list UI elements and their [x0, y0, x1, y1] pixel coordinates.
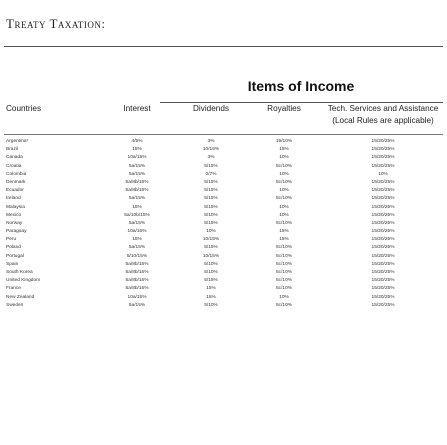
cell-dividends: 5/10%	[204, 302, 218, 308]
cell-tech: 15/20/25%	[371, 139, 395, 144]
cell-dividends: 10/15%	[202, 237, 220, 243]
table-row	[4, 179, 443, 187]
cell-country: Paraguay	[6, 229, 27, 235]
cell-interest: 5a/15%	[128, 171, 146, 177]
cell-dividends: 5/15%	[204, 196, 218, 202]
header-dividends: Dividends	[193, 104, 229, 113]
cell-royalties: 5c/10%	[276, 245, 292, 251]
table-row	[4, 195, 443, 203]
cell-interest: 5a/8b/15%	[125, 278, 149, 284]
header-tech-services	[322, 104, 444, 126]
table-row	[4, 302, 443, 310]
cell-royalties: 5c/10%	[276, 253, 292, 259]
cell-country: Canada	[6, 155, 23, 161]
cell-country: Colombia	[6, 171, 27, 177]
cell-tech: 15/20/25%	[371, 147, 395, 153]
cell-dividends: 10/15%	[202, 253, 220, 259]
table-row	[4, 204, 443, 212]
cell-tech: 15/20/25%	[371, 245, 395, 251]
cell-country: Malaysia	[6, 204, 25, 210]
cell-dividends: 5/15%	[204, 220, 218, 226]
table-row	[4, 277, 443, 285]
cell-interest: 15%	[132, 237, 142, 243]
cell-tech: 15/20/25%	[371, 278, 395, 284]
cell-tech: 15/20/25%	[371, 302, 395, 308]
table-row	[4, 171, 443, 179]
cell-dividends: 5/10%	[204, 212, 218, 218]
header-divider	[4, 134, 443, 135]
cell-country: Portugal	[6, 253, 24, 259]
cell-tech: 15/20/25%	[371, 179, 395, 185]
cell-royalties: 10%	[279, 204, 289, 210]
cell-interest: 10a/15%	[127, 294, 147, 300]
cell-interest: 5a/10b/15%	[124, 212, 150, 218]
cell-country: Croatia	[6, 163, 22, 169]
cell-dividends: 5/15%	[204, 188, 218, 194]
cell-royalties: 5c/10%	[276, 179, 292, 185]
cell-tech: 15/20/25%	[371, 196, 395, 202]
cell-royalties: 10%	[279, 155, 289, 161]
header-royalties: Royalties	[267, 104, 301, 113]
cell-dividends: 5/15%	[204, 179, 218, 185]
table-row	[4, 154, 443, 162]
cell-interest: 5a/8b/15%	[125, 270, 149, 275]
cell-dividends: 5/15%	[204, 204, 218, 210]
cell-tech: 15/20/25%	[371, 155, 395, 161]
cell-dividends: 5/10%	[204, 270, 218, 275]
cell-country: Brazil	[6, 147, 18, 153]
cell-tech: 15/20/25%	[371, 237, 395, 243]
cell-royalties: 15%	[279, 237, 289, 243]
table-header	[4, 104, 443, 134]
cell-royalties: 15%	[279, 229, 289, 235]
table-row	[4, 228, 443, 236]
cell-tech: 15/20/25%	[371, 229, 395, 235]
cell-interest: 5a/8b/15%	[125, 179, 149, 185]
cell-tech: 15/20/25%	[371, 188, 395, 194]
cell-royalties: 10%	[279, 294, 289, 300]
cell-interest: 4/5%	[131, 139, 143, 144]
table-row	[4, 244, 443, 252]
table-row	[4, 138, 443, 146]
cell-royalties: 15%	[279, 147, 289, 153]
cell-dividends: 5/15%	[204, 278, 218, 284]
page-title: Treaty Taxation:	[6, 16, 106, 31]
cell-interest: 15%	[132, 204, 142, 210]
cell-country: Mexico	[6, 212, 22, 218]
cell-tech: 15/20/25%	[371, 253, 395, 259]
cell-country: Norway	[6, 220, 23, 226]
cell-interest: 5a/15%	[128, 245, 146, 251]
header-tech-line2: (Local Rules are applicable)	[332, 116, 434, 125]
table-row	[4, 261, 443, 269]
cell-dividends: 5/10%	[204, 261, 218, 267]
header-tech-line1: Tech. Services and Assistance	[327, 104, 439, 113]
cell-royalties: 15/10%	[275, 139, 293, 144]
cell-country: Sweden	[6, 302, 24, 308]
table-body	[4, 138, 443, 310]
cell-tech: 15/20/25%	[371, 220, 395, 226]
cell-country: Argentina*	[6, 139, 29, 144]
cell-interest: 5/10/15%	[126, 253, 148, 259]
cell-tech: 15/20/25%	[371, 261, 395, 267]
subtitle-divider	[160, 102, 443, 103]
cell-country: Spain	[6, 261, 19, 267]
table-row	[4, 212, 443, 220]
cell-royalties: 10%	[279, 188, 289, 194]
cell-interest: 5a/15%	[128, 220, 146, 226]
cell-royalties: 5c/10%	[276, 286, 292, 292]
cell-royalties: 10%	[279, 171, 289, 177]
header-interest: Interest	[123, 104, 151, 113]
cell-royalties: 5c/10%	[276, 163, 292, 169]
table-row	[4, 187, 443, 195]
cell-tech: 15/20/25%	[371, 212, 395, 218]
cell-tech: 15/20/25%	[371, 163, 395, 169]
cell-tech: 15/20/25%	[371, 270, 395, 275]
cell-country: South Korea	[6, 270, 33, 275]
table-row	[4, 269, 443, 277]
cell-country: United Kingdom	[6, 278, 41, 284]
cell-royalties: 5c/10%	[276, 302, 292, 308]
cell-interest: 10a/15%	[127, 155, 147, 161]
cell-interest: 5a/15%	[128, 196, 146, 202]
cell-tech: 15/20/25%	[371, 204, 395, 210]
cell-royalties: 5c/10%	[276, 278, 292, 284]
cell-dividends: 0/7%	[205, 171, 217, 177]
cell-tech: 10%	[378, 171, 388, 177]
cell-dividends: 5/15%	[204, 163, 218, 169]
table-row	[4, 146, 443, 154]
cell-tech: 15/20/25%	[371, 294, 395, 300]
cell-country: Ireland	[6, 196, 21, 202]
cell-dividends: 10%	[206, 229, 216, 235]
cell-country: Ecuador	[6, 188, 24, 194]
cell-country: Peru	[6, 237, 17, 243]
table-row	[4, 285, 443, 293]
cell-dividends: 3%	[207, 139, 215, 144]
cell-royalties: 5c/10%	[276, 220, 292, 226]
cell-interest: 5a/15%	[128, 163, 146, 169]
cell-dividends: 15%	[206, 294, 216, 300]
table-row	[4, 220, 443, 228]
table-row	[4, 163, 443, 171]
cell-country: Denmark	[6, 179, 26, 185]
cell-royalties: 5c/10%	[276, 196, 292, 202]
table-row	[4, 236, 443, 244]
table-row	[4, 253, 443, 261]
title-divider	[4, 46, 443, 47]
header-countries: Countries	[6, 104, 42, 113]
cell-interest: 10a/15%	[127, 229, 147, 235]
cell-royalties: 5c/10%	[276, 270, 292, 275]
cell-country: France	[6, 286, 21, 292]
cell-interest: 15%	[132, 147, 142, 153]
cell-interest: 5a/8b/15%	[125, 261, 149, 267]
cell-country: New Zealand	[6, 294, 35, 300]
cell-interest: 5a/8b/15%	[125, 188, 149, 194]
cell-interest: 5a/15%	[128, 302, 146, 308]
cell-dividends: 10/15%	[202, 147, 220, 153]
cell-dividends: 3%	[207, 155, 215, 161]
cell-dividends: 5/15%	[204, 245, 218, 251]
cell-country: Poland	[6, 245, 21, 251]
table-row	[4, 294, 443, 302]
cell-royalties: 10%	[279, 212, 289, 218]
cell-interest: 5a/8b/15%	[125, 286, 149, 292]
cell-dividends: 15%	[206, 286, 216, 292]
section-subtitle: Items of Income	[247, 78, 355, 94]
cell-royalties: 5c/10%	[276, 261, 292, 267]
cell-tech: 15/20/25%	[371, 286, 395, 292]
